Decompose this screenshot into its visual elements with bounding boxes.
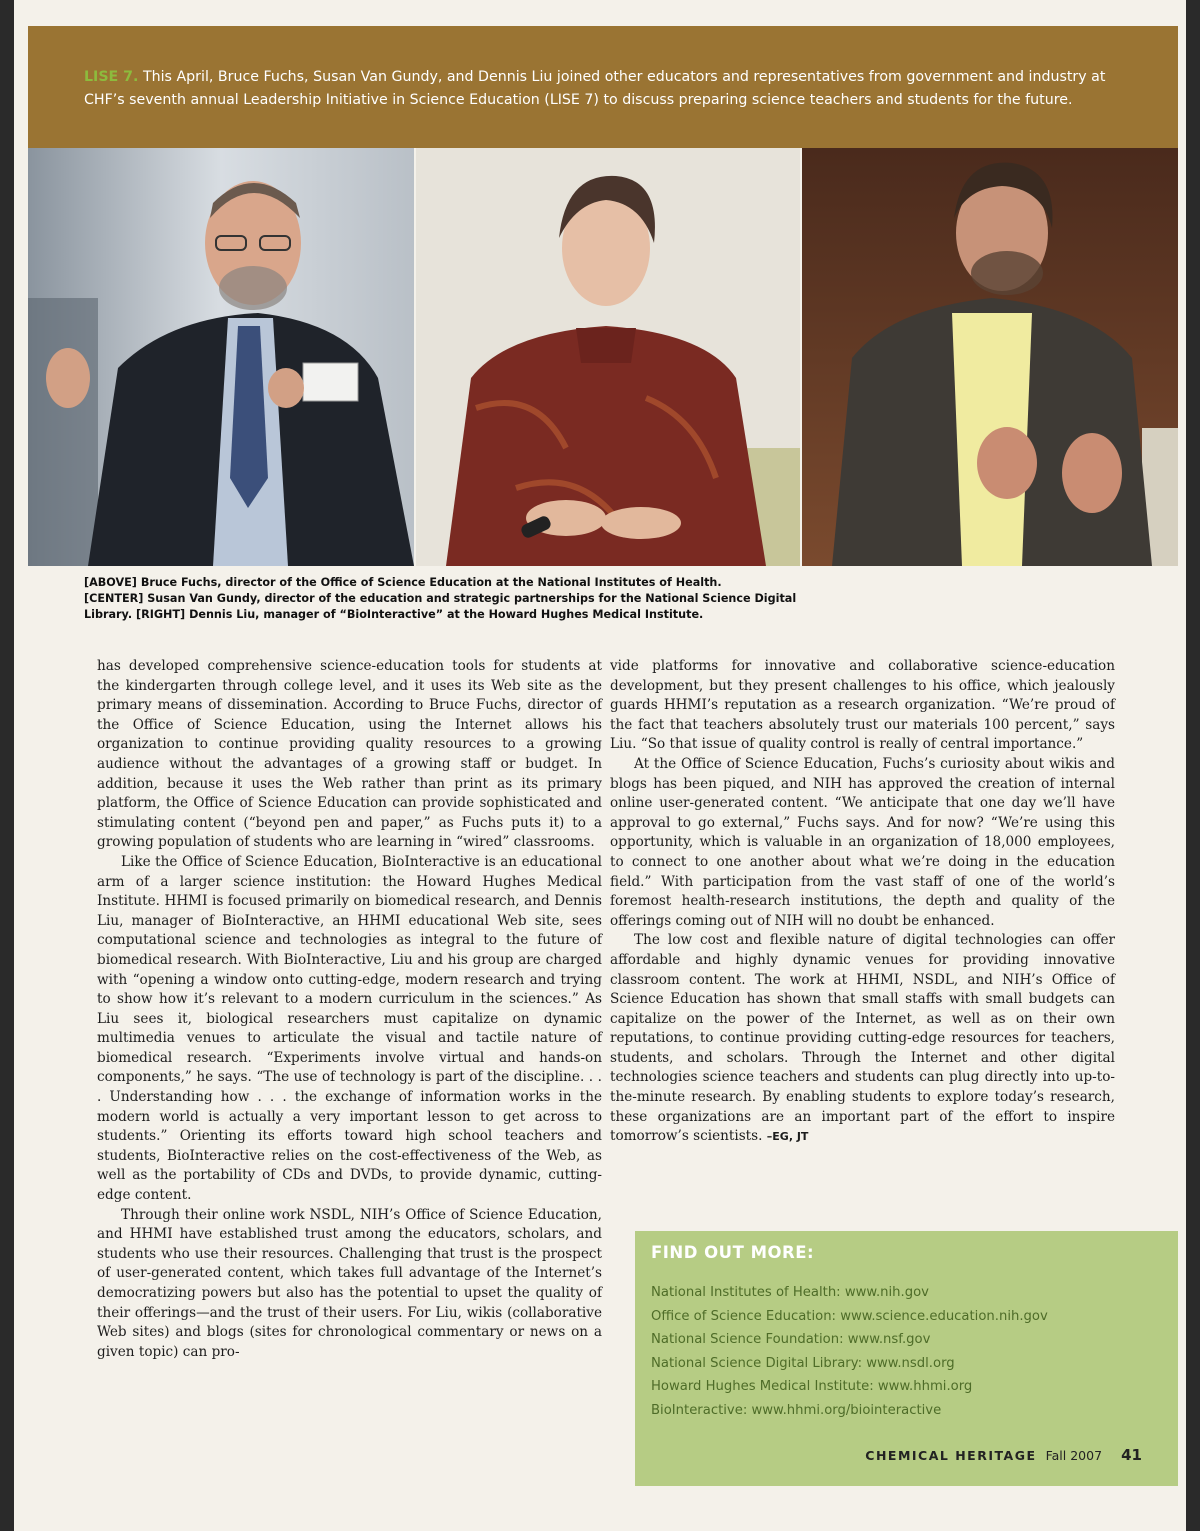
resource-link-nsdl[interactable]: National Science Digital Library: www.nsdl.org — [651, 1355, 955, 1371]
resource-link-nih[interactable]: National Institutes of Health: www.nih.gov — [651, 1285, 929, 1300]
article-column-right — [610, 657, 1115, 1147]
page-footer — [865, 1445, 1142, 1464]
paragraph-final-text: The low cost and flexible nature of digital technologies can offer affordable and highly dynamic venues for providing innovative classroom content. The work at HHMI, NSDL, and NIH’s Office of Science Education has shown that small staffs with small budgets can capitalize on the power of the Internet, as well as on their own reputations, to continue providing cutting-edge resources for teachers, students, and scholars. Through the Internet and other digital technologies science teachers and students can plug directly into up-to-the-minute research. By enabling students to explore today’s research, these organizations are an important part of the effort to inspire tomorrow’s scientists. — [610, 932, 1115, 1145]
paragraph: vide platforms for innovative and collaborative science-education development, but they present challenges to his office, which jealously guards HHMI’s reputation as a research organization. “We’re proud of the fact that teachers absolutely trust our materials 100 percent,” says Liu. “So that issue of quality control is really of central importance.” — [610, 658, 1115, 753]
find-out-more-title: FIND OUT MORE: — [651, 1243, 815, 1262]
resource-link-nsf[interactable]: National Science Foundation: www.nsf.gov — [651, 1332, 931, 1347]
page-number: 41 — [1121, 1446, 1142, 1464]
caption-right-text: Dennis Liu, manager of “BioInteractive” at the Howard Hughes Medical Institute. — [185, 608, 704, 621]
resource-link-science-education[interactable]: Office of Science Education: www.science.education.nih.gov — [651, 1308, 1048, 1324]
photo-bruce-fuchs-image — [28, 148, 414, 566]
banner-body: This April, Bruce Fuchs, Susan Van Gundy, and Dennis Liu joined other educators and representatives from government and industry at CHF’s seventh annual Leadership Initiative in Science Education (LISE 7) to discuss preparing science teachers and students for the future. — [84, 69, 1106, 108]
caption-center-text: Susan Van Gundy, director of the education and strategic partnerships for the National Science Digital Library. — [84, 592, 797, 621]
banner-label: LISE 7. — [84, 69, 139, 85]
photo-dennis-liu — [802, 148, 1178, 566]
caption-center-tag: [CENTER] — [84, 592, 144, 605]
magazine-page — [14, 0, 1186, 1531]
paragraph: At the Office of Science Education, Fuchs’s curiosity about wikis and blogs has been piqued, and NIH has approved the creation of internal online user-generated content. “We anticipate that one day we’ll have approval to go external,” Fuchs says. And for now? “We’re using this opportunity, which is valuable in an organization of 18,000 employees, to connect to one another about what we’re doing in the education field.” With participation from the vast staff of one of the world’s foremost health-research institutions, the depth and quality of the offerings coming out of NIH will no doubt be enhanced. — [610, 755, 1115, 929]
paragraph: Through their online work NSDL, NIH’s Office of Science Education, and HHMI have established trust among the educators, scholars, and students who use their resources. Challenging that trust is the prospect of user-generated content, which takes full advantage of the Internet’s democratizing powers but also has the potential to upset the quality of their offerings—and the trust of their users. For Liu, wikis (collaborative Web sites) and blogs (sites for chronological commentary or news on a given topic) can pro- — [97, 1206, 602, 1360]
article-column-left — [97, 657, 602, 1362]
photo-dennis-liu-image — [802, 148, 1178, 566]
photo-susan-van-gundy — [416, 148, 800, 566]
paragraph-final — [610, 931, 1115, 1147]
magazine-name: CHEMICAL HERITAGE — [865, 1448, 1037, 1463]
caption-above-tag: [ABOVE] — [84, 576, 137, 589]
author-signature: –EG, JT — [766, 1130, 809, 1144]
resource-link-biointeractive[interactable]: BioInteractive: www.hhmi.org/biointeractive — [651, 1402, 942, 1418]
caption-above-text: Bruce Fuchs, director of the Office of Science Education at the National Institutes of Health. — [136, 576, 722, 589]
resource-link-list — [651, 1281, 1048, 1422]
photo-caption — [84, 575, 804, 623]
paragraph: Like the Office of Science Education, BioInteractive is an educational arm of a larger science institution: the Howard Hughes Medical Institute. HHMI is focused primarily on biomedical research, and Dennis Liu, manager of BioInteractive, an HHMI educational Web site, sees computational science and technologies as integral to the future of biomedical research. With BioInteractive, Liu and his group are charged with “opening a window onto cutting-edge, modern research and trying to show how it’s relevant to a modern curriculum in the sciences.” As Liu sees it, biological researchers must capitalize on dynamic multimedia venues to articulate the visual and tactile nature of biomedical research. “Experiments involve virtual and hands-on components,” he says. “The use of technology is part of the discipline. . . . Understanding how . . . the exchange of information works in the modern world is actually a very important lesson to get across to students.” Orienting its efforts toward high school teachers and students, BioInteractive relies on the cost-effectiveness of the Web, as well as the portability of CDs and DVDs, to provide dynamic, cutting-edge content. — [97, 853, 602, 1204]
paragraph: has developed comprehensive science-education tools for students at the kindergarten through college level, and it uses its Web site as the primary means of dissemination. According to Bruce Fuchs, director of the Office of Science Education, using the Internet allows his organization to continue providing quality resources to a growing audience without the advantages of a growing staff or budget. In addition, because it uses the Web rather than print as its primary platform, the Office of Science Education can provide sophisticated and stimulating content (“beyond pen and paper,” as Fuchs puts it) to a growing population of students who are learning in “wired” classrooms. — [97, 658, 602, 851]
resource-link-hhmi[interactable]: Howard Hughes Medical Institute: www.hhmi.org — [651, 1379, 973, 1394]
issue-date: Fall 2007 — [1045, 1448, 1103, 1463]
photo-susan-van-gundy-image — [416, 148, 800, 566]
photo-bruce-fuchs — [28, 148, 414, 566]
caption-right-tag: [RIGHT] — [135, 608, 186, 621]
banner-text — [84, 66, 1144, 112]
